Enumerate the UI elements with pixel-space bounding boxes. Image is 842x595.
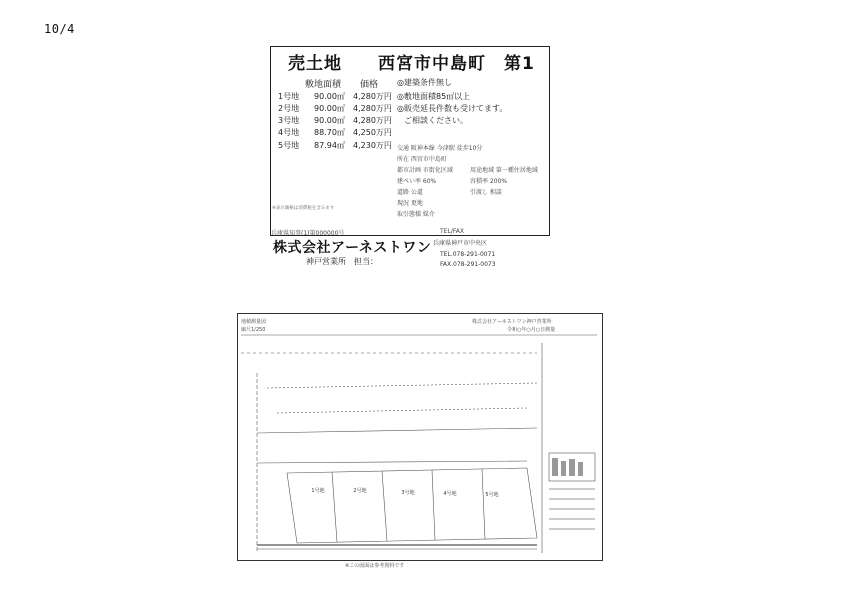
- detail-line: 交通 阪神本線 今津駅 徒歩10分: [397, 145, 483, 152]
- detail-line: 容積率 200%: [470, 178, 508, 185]
- lot-area: 90.00㎡: [314, 92, 345, 101]
- lot-label: 5号地: [485, 492, 499, 498]
- condition-line: ◎販売延長件数も受けてます。: [397, 104, 508, 113]
- lot-label: 3号地: [401, 490, 415, 496]
- condition-line: ◎建築条件無し: [397, 78, 452, 87]
- drawing-date: 令和○年○月○日測量: [507, 327, 556, 333]
- company-name: 株式会社アーネストワン: [273, 240, 432, 256]
- lot-name: 2号地: [278, 104, 300, 113]
- condition-line: ご相談ください。: [404, 116, 468, 125]
- lot-name: 3号地: [278, 116, 300, 125]
- lot-area: 90.00㎡: [314, 116, 345, 125]
- lot-label: 2号地: [353, 488, 367, 494]
- lot-price: 4,250万円: [353, 128, 392, 137]
- license-number: 兵庫県知事(1)第000000号: [271, 230, 345, 237]
- detail-line: 道路 公道: [397, 189, 423, 196]
- lot-name: 5号地: [278, 141, 300, 150]
- lot-name: 4号地: [278, 128, 300, 137]
- lot-area: 90.00㎡: [314, 104, 345, 113]
- column-header-area: 敷地面積: [305, 80, 342, 90]
- drawing-title: 地積測量図: [241, 319, 267, 325]
- flyer-title: 売土地: [288, 54, 342, 74]
- lot-area: 88.70㎡: [314, 128, 345, 137]
- lot-price: 4,230万円: [353, 141, 392, 150]
- survey-linework: [237, 313, 602, 560]
- company-tel: TEL.078-291-0071: [440, 251, 496, 258]
- lot-price: 4,280万円: [353, 116, 392, 125]
- detail-line: 引渡し 相談: [470, 189, 502, 196]
- office-name: 神戸営業所 担当：: [306, 257, 378, 266]
- company-fax: FAX.078-291-0073: [440, 261, 496, 268]
- lot-price: 4,280万円: [353, 92, 392, 101]
- flyer-location: 西宮市中島町 第1: [378, 54, 535, 74]
- fax-label: TEL/FAX: [440, 228, 464, 235]
- drawing-company: 株式会社アーネストワン神戸営業所: [472, 319, 552, 325]
- detail-line: 建ぺい率 60%: [397, 178, 437, 185]
- detail-line: 現況 更地: [397, 200, 423, 207]
- detail-line: 取引態様 媒介: [397, 211, 435, 218]
- flyer-footnote: ※表示価格は消費税を含みます: [272, 206, 335, 211]
- lot-area: 87.94㎡: [314, 141, 345, 150]
- condition-line: ◎敷地面積85㎡以上: [397, 92, 471, 101]
- detail-line: 都市計画 市街化区域: [397, 167, 453, 174]
- drawing-scale: 縮尺1/250: [241, 327, 266, 333]
- page-number: 10/4: [44, 22, 75, 36]
- lot-price: 4,280万円: [353, 104, 392, 113]
- company-address: 兵庫県神戸市中央区: [433, 240, 488, 247]
- column-header-price: 価格: [360, 80, 379, 90]
- lot-label: 4号地: [443, 491, 457, 497]
- detail-line: 用途地域 第一種住居地域: [470, 167, 538, 174]
- drawing-footnote: ※この図面は参考資料です: [345, 563, 405, 569]
- detail-line: 所在 西宮市中島町: [397, 156, 447, 163]
- lot-label: 1号地: [311, 488, 325, 494]
- lot-name: 1号地: [278, 92, 300, 101]
